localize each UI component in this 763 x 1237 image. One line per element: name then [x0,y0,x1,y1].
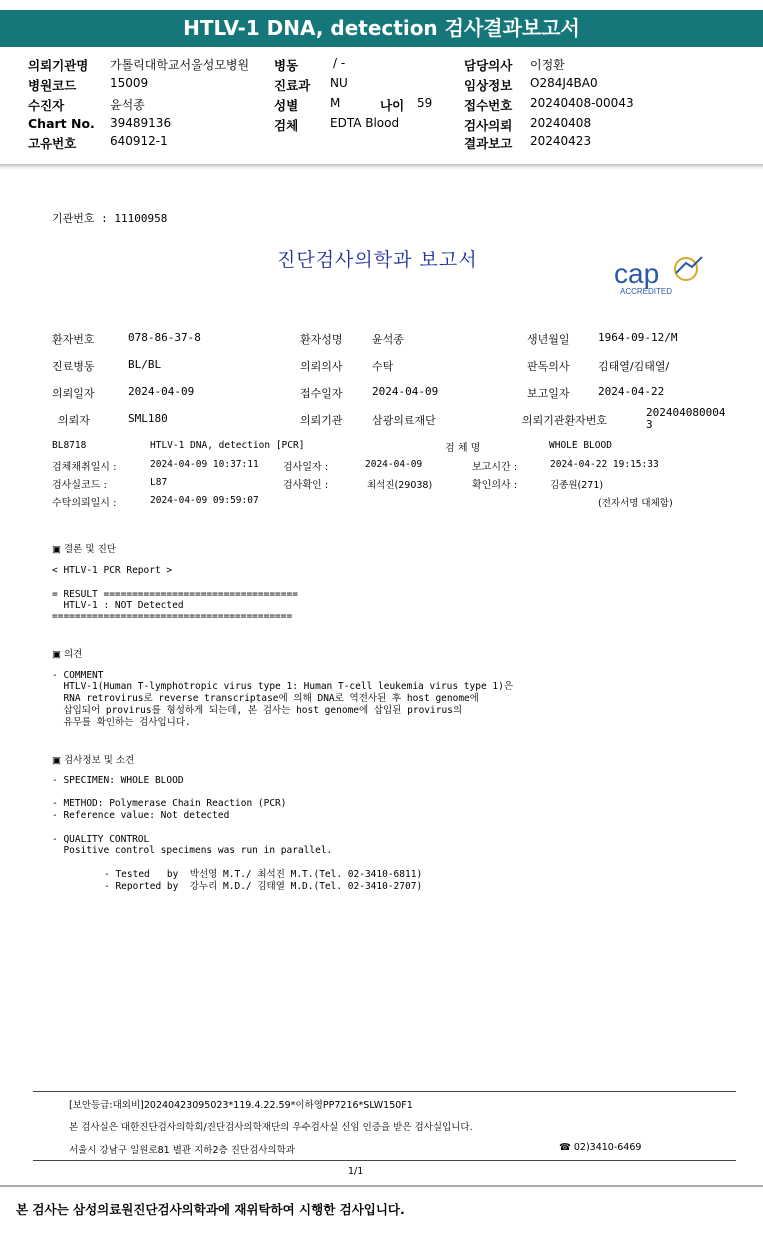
rec-date-label: 접수일자 [300,387,343,400]
result-date-label: 결과보고 [464,136,513,151]
comment-line-5: 유무를 확인하는 검사입니다. [52,717,191,728]
lab-code-label: 검사실코드 : [52,480,107,491]
result-line-2: HTLV-1 : NOT Detected [52,600,184,611]
info-qc-detail: Positive control specimens was run in parallel. [52,845,333,856]
collect-value: 2024-04-09 10:37:11 [150,459,259,470]
cap-accredited-text: ACCREDITED [620,287,673,296]
address-line: 서울시 강남구 일원로81 별관 지하2층 진단검사의학과 [69,1145,295,1156]
result-date-value: 20240423 [530,134,592,148]
confirm-label: 검사확인 : [283,480,329,491]
request-label: 검사의뢰 [464,118,513,133]
clinical-value: O284J4BA0 [530,76,598,90]
cap-logo-text: cap [614,258,660,289]
info-method: - METHOD: Polymerase Chain Reaction (PCR) [52,798,287,809]
entrust-label: 수탁의뢰일시 : [52,498,117,509]
code-value: 15009 [110,76,149,90]
req-pt-no-label: 의뢰기관환자번호 [522,414,608,427]
ward-label: 병동 [274,58,299,73]
doctor-label: 담당의사 [464,58,513,73]
birth-label: 생년월일 [527,333,570,346]
test-code: BL8718 [52,440,87,451]
collect-label: 검체채취일시 : [52,462,117,473]
comment-line-2: HTLV-1(Human T-lymphotropic virus type 1: Human T-cell leukemia virus type 1)은 [52,681,514,692]
patient-value: 윤석종 [110,98,145,112]
comment-line-1: - COMMENT [52,670,104,681]
report-time-value: 2024-04-22 19:15:33 [550,459,659,470]
patient-no-value: 078-86-37-8 [128,331,201,344]
spec-value: WHOLE BLOOD [549,440,612,451]
hospital-value: 가톨릭대학교서울성모병원 [110,58,250,72]
report-heading: 진단검사의학과 보고서 [277,249,478,271]
tested-by: - Tested by 박선영 M.T./ 최석진 M.T.(Tel. 02-3410-6811) [104,869,423,880]
requester-label: 의뢰자 [58,414,90,427]
age-value: 59 [417,96,433,110]
scanned-report [0,175,763,1185]
dept-label: 진료과 [274,78,311,93]
outsourcing-notice: 본 검사는 삼성의료원진단검사의학과에 재위탁하여 시행한 검사입니다. [16,1202,405,1217]
sex-value: M [330,96,341,110]
patient-name-value: 윤석종 [372,333,404,346]
confirm-doc-label: 확인의사 : [472,480,518,491]
chart-value: 39489136 [110,116,172,130]
pcr-report-subtitle: < HTLV-1 PCR Report > [52,565,173,576]
header-divider [0,164,763,170]
institution-number: 기관번호 : 11100958 [52,212,168,225]
ward-label-doc: 진료병동 [52,360,95,373]
phone-number: ☎ 02)3410-6469 [559,1142,642,1153]
comment-line-4: 삽입되어 provirus를 형성하게 되는데, 본 검사는 host genome에 삽입된 provirus의 [52,705,463,716]
unique-label: 고유번호 [28,136,77,151]
code-label: 병원코드 [28,78,77,93]
patient-label: 수진자 [28,98,65,113]
req-date-value: 2024-04-09 [128,385,195,398]
page-number: 1/1 [348,1166,364,1177]
info-qc: - QUALITY CONTROL [52,834,150,845]
result-line-3: ========================================== [52,611,293,622]
section-conclusion-title: ▣ 결론 및 진단 [52,544,116,555]
report-title: HTLV-1 DNA, detection 검사결과보고서 [0,10,763,47]
hospital-label: 의뢰기관명 [28,58,89,73]
chart-label: Chart No. [28,116,95,131]
report-footer [33,1091,736,1161]
rep-date-label: 보고일자 [527,387,570,400]
reported-by: - Reported by 강누리 M.D./ 김태열 M.D.(Tel. 02-3410-2707) [104,881,423,892]
sex-label: 성별 [274,98,299,113]
patient-name-label: 환자성명 [300,333,343,346]
section-testinfo-title: ▣ 검사정보 및 소견 [52,755,135,766]
result-line-1: = RESULT ================================== [52,589,298,600]
rep-date-value: 2024-04-22 [598,385,665,398]
birth-value: 1964-09-12/M [598,331,678,344]
doctor-value: 이정환 [530,58,565,72]
ward-value-doc: BL/BL [128,358,162,371]
lab-code-value: L87 [150,477,168,488]
dept-value: NU [330,76,348,90]
req-date-label: 의뢰일자 [52,387,95,400]
clinical-label: 임상정보 [464,78,513,93]
confirm-value: 최석진(29038) [367,480,433,491]
receipt-label: 접수번호 [464,98,513,113]
ward-value: / - [333,56,346,70]
security-line: [보안등급:대외비]20240423095023*119.4.22.59*이하영PP7216*SLW150F1 [69,1100,413,1111]
rec-date-value: 2024-04-09 [372,385,439,398]
report-header [0,50,763,160]
specimen-value: EDTA Blood [330,116,400,130]
req-inst-value: 삼광의료재단 [372,414,436,427]
req-pt-no-value-2: 3 [646,418,653,431]
requester-value: SML180 [128,412,168,425]
bottom-notice-bar [0,1185,763,1237]
entrust-value: 2024-04-09 09:59:07 [150,495,259,506]
age-label: 나이 [380,98,405,113]
unique-value: 640912-1 [110,134,168,148]
comment-line-3: RNA retrovirus로 reverse transcriptase에 의해 DNA로 역전사된 후 host genome에 [52,693,479,704]
cap-accredited-logo [612,253,708,297]
report-time-label: 보고시간 : [472,462,518,473]
e-signature-note: (전자서명 대체함) [598,498,673,509]
specimen-label: 검체 [274,118,299,133]
spec-label: 검 체 명 [445,443,481,454]
test-date-label: 검사일자 : [283,462,329,473]
receipt-value: 20240408-00043 [530,96,634,110]
info-specimen: - SPECIMEN: WHOLE BLOOD [52,775,184,786]
info-reference: - Reference value: Not detected [52,810,230,821]
confirm-doc-value: 김종원(271) [550,480,604,491]
req-doctor-value: 수탁 [372,360,394,373]
certification-line: 본 검사실은 대한진단검사의학회/진단검사의학재단의 우수검사실 신임 인증을 받은 검사실입니다. [69,1122,473,1133]
reader-label: 판독의사 [527,360,570,373]
request-value: 20240408 [530,116,592,130]
test-date-value: 2024-04-09 [365,459,423,470]
req-pt-no-value-1: 202404080004 [646,406,726,419]
reader-value: 김태열/김태열/ [598,360,670,373]
test-name: HTLV-1 DNA, detection [PCR] [150,440,305,451]
section-opinion-title: ▣ 의견 [52,649,83,660]
patient-no-label: 환자번호 [52,333,95,346]
req-inst-label: 의뢰기관 [300,414,343,427]
req-doctor-label: 의뢰의사 [300,360,343,373]
cap-logo-icon [612,253,708,297]
